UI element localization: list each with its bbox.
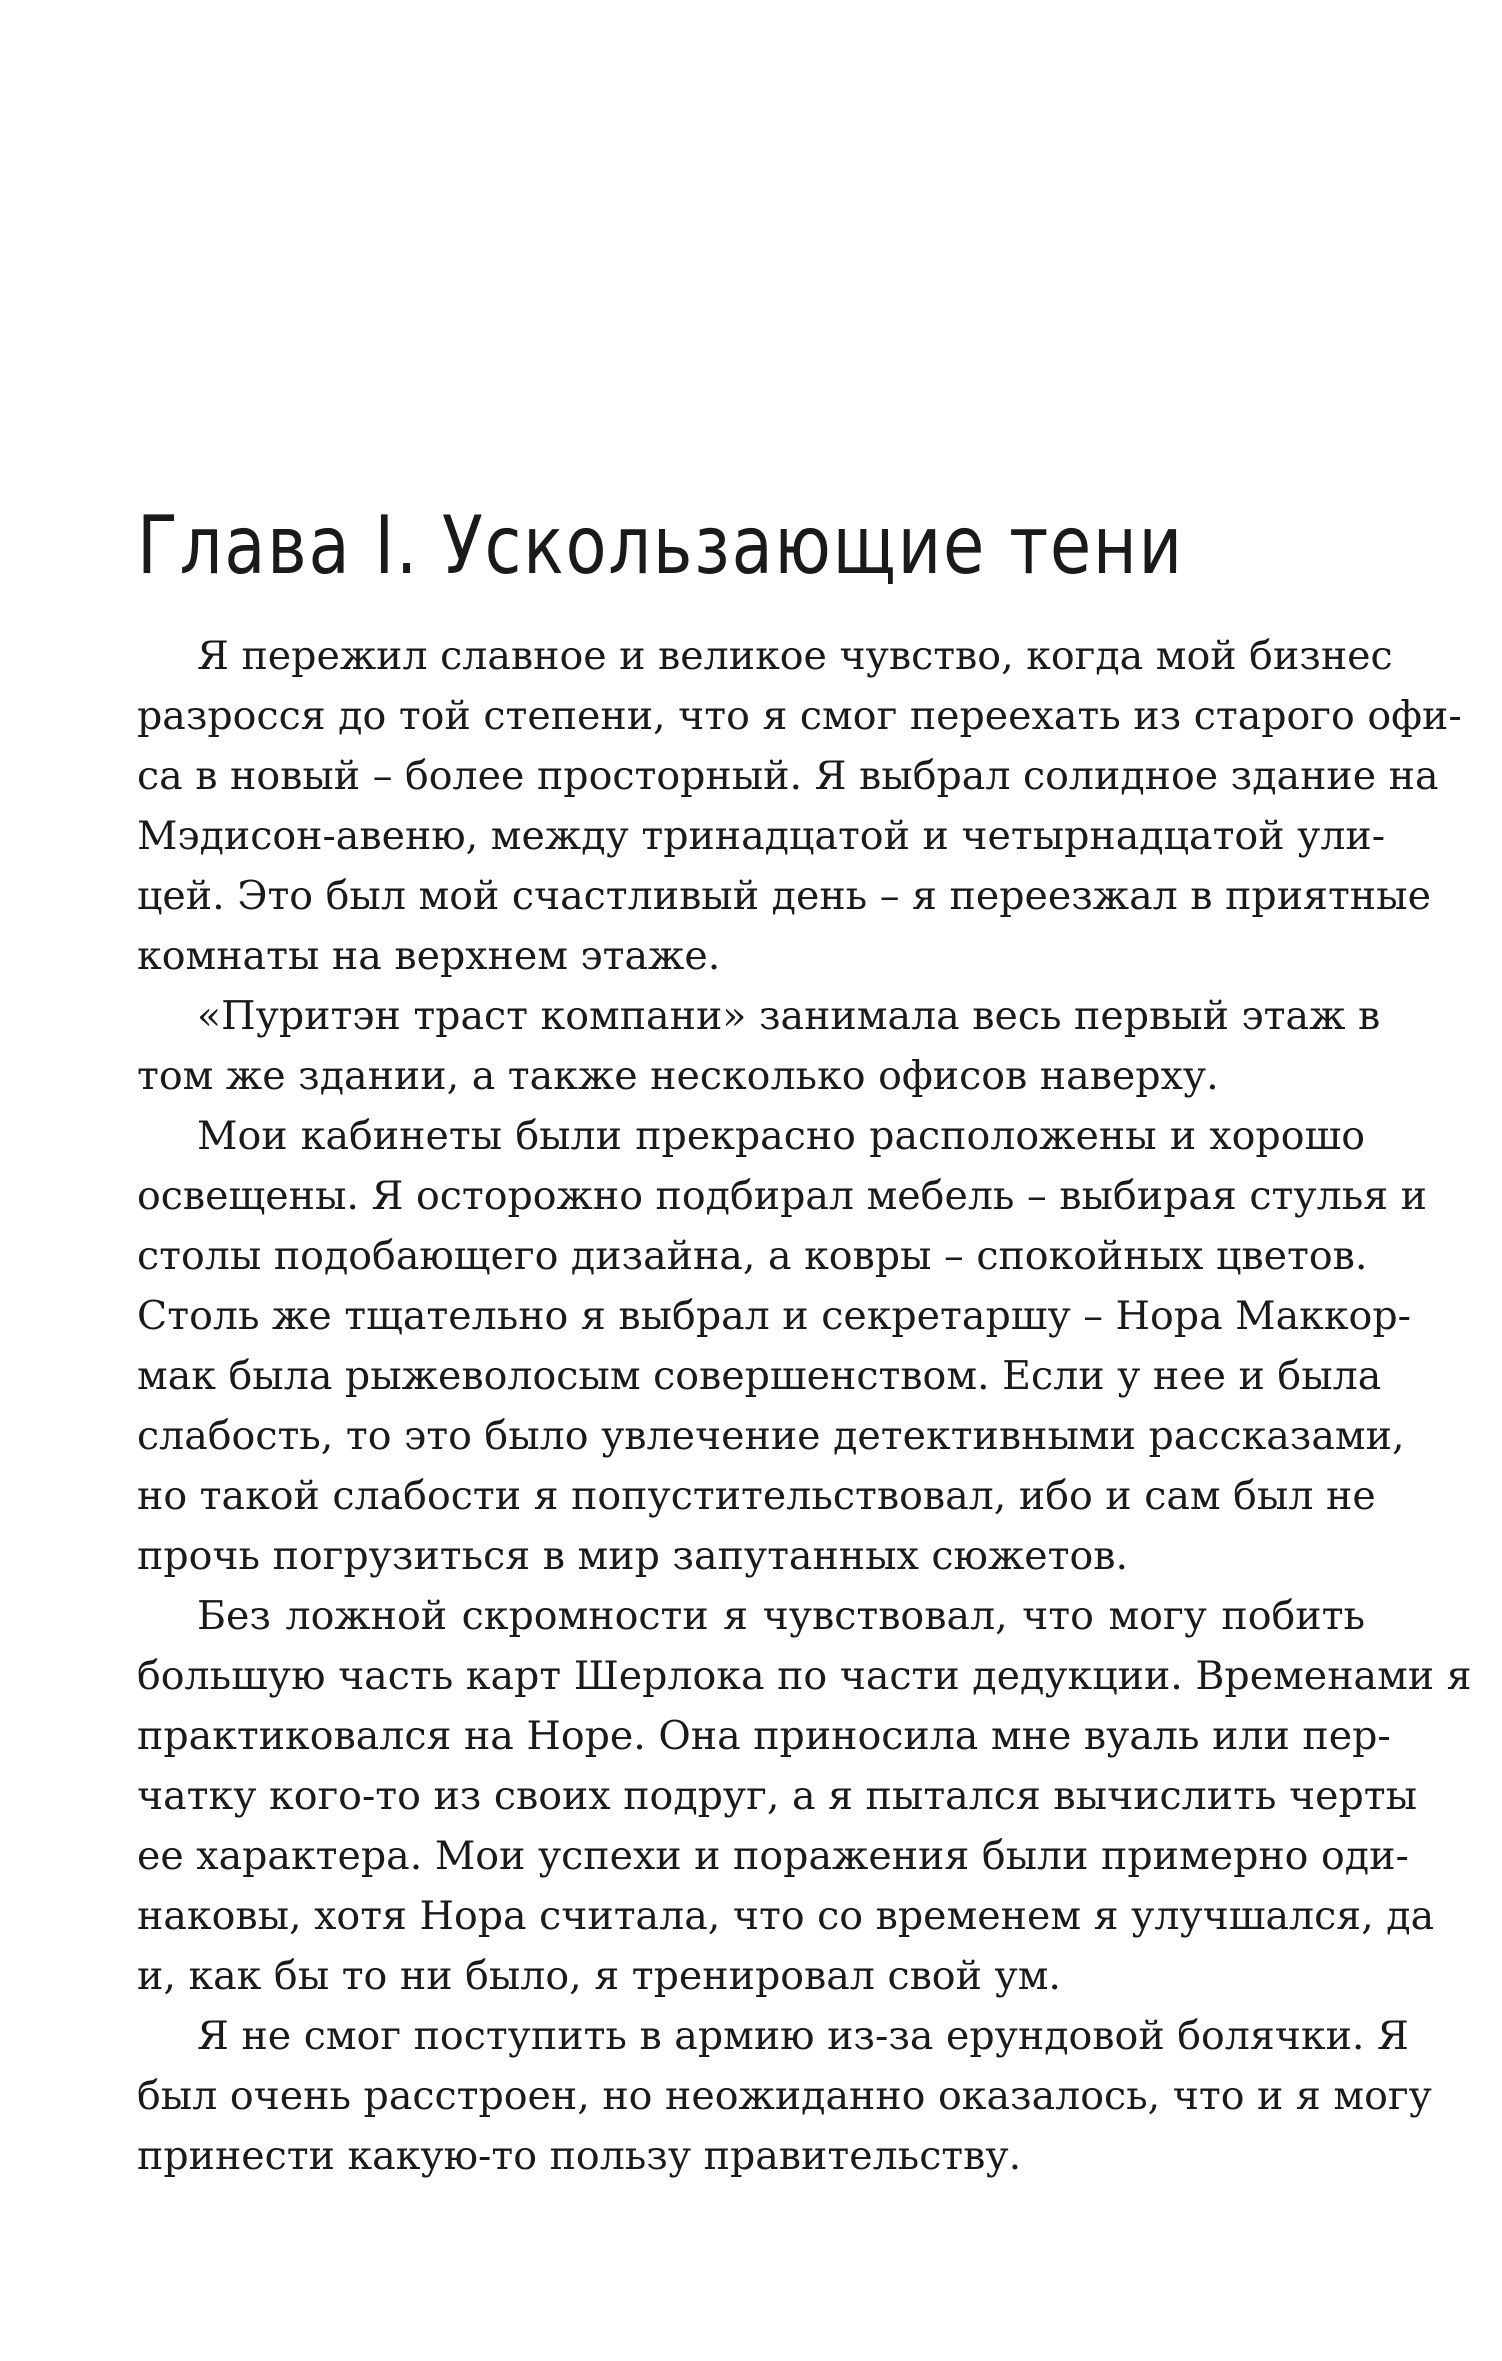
text-line: Я не смог поступить в армию из-за ерундовой болячки. Я bbox=[197, 2013, 1409, 2059]
paragraph bbox=[137, 986, 1381, 1106]
text-line: был очень расстроен, но неожиданно оказалось, что и я могу bbox=[137, 2073, 1432, 2119]
text-line: Мои кабинеты были прекрасно расположены и хорошо bbox=[197, 1113, 1365, 1159]
text-line: Без ложной скромности я чувствовал, что могу побить bbox=[197, 1593, 1365, 1639]
text-line: наковы, хотя Нора считала, что со временем я улучшался, да bbox=[137, 1893, 1435, 1939]
text-line: практиковался на Норе. Она приносила мне вуаль или пер- bbox=[137, 1713, 1391, 1759]
text-line: цей. Это был мой счастливый день – я переезжал в приятные bbox=[137, 873, 1431, 919]
text-line: разросся до той степени, что я смог переехать из старого офи- bbox=[137, 693, 1462, 739]
text-line: слабость, то это было увлечение детективными рассказами, bbox=[137, 1413, 1405, 1459]
paragraph bbox=[137, 626, 1462, 986]
text-line: прочь погрузиться в мир запутанных сюжетов. bbox=[137, 1533, 1129, 1579]
chapter-body bbox=[137, 626, 1472, 2186]
text-line: и, как бы то ни было, я тренировал свой ум. bbox=[137, 1953, 1061, 1999]
text-line: принести какую-то пользу правительству. bbox=[137, 2133, 1022, 2179]
text-line: чатку кого-то из своих подруг, а я пытался вычислить черты bbox=[137, 1773, 1418, 1819]
text-line: са в новый – более просторный. Я выбрал солидное здание на bbox=[137, 753, 1439, 799]
text-line: освещены. Я осторожно подбирал мебель – выбирая стулья и bbox=[137, 1173, 1427, 1219]
text-line: столы подобающего дизайна, а ковры – спокойных цветов. bbox=[137, 1233, 1368, 1279]
chapter-title: Глава I. Ускользающие тени bbox=[137, 499, 1184, 592]
text-line: Столь же тщательно я выбрал и секретаршу – Нора Маккор- bbox=[137, 1293, 1411, 1339]
text-line: ее характера. Мои успехи и поражения были примерно оди- bbox=[137, 1833, 1409, 1879]
text-line: «Пуритэн траст компани» занимала весь первый этаж в bbox=[197, 993, 1381, 1039]
text-line: Мэдисон-авеню, между тринадцатой и четырнадцатой ули- bbox=[137, 813, 1386, 859]
text-line: том же здании, а также несколько офисов наверху. bbox=[137, 1053, 1219, 1099]
paragraph bbox=[137, 1106, 1427, 1586]
text-line: большую часть карт Шерлока по части дедукции. Временами я bbox=[137, 1653, 1472, 1699]
text-line: но такой слабости я попустительствовал, ибо и сам был не bbox=[137, 1473, 1376, 1519]
text-line: Я пережил славное и великое чувство, когда мой бизнес bbox=[197, 633, 1393, 679]
text-line: комнаты на верхнем этаже. bbox=[137, 933, 721, 979]
paragraph bbox=[137, 2006, 1432, 2186]
paragraph bbox=[137, 1586, 1472, 2006]
text-line: мак была рыжеволосым совершенством. Если у нее и была bbox=[137, 1353, 1382, 1399]
